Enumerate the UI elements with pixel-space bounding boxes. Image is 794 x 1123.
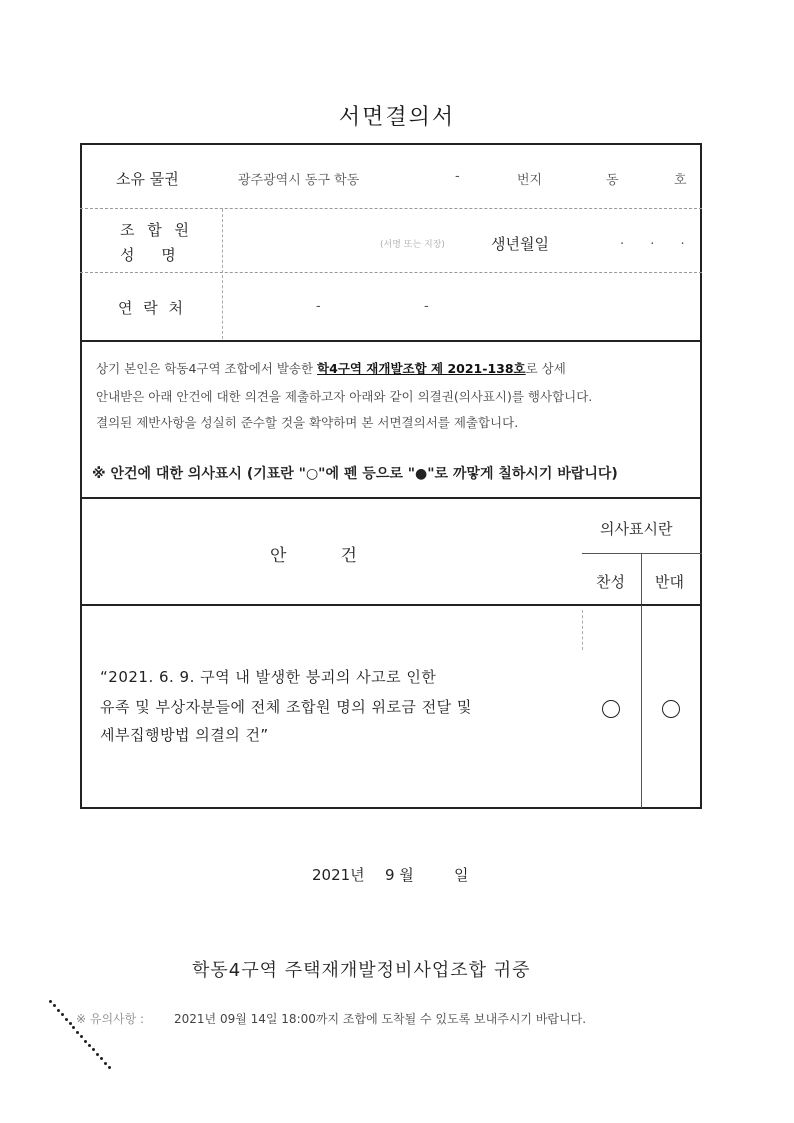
- scan-dot: [53, 1004, 56, 1007]
- member-label-line2: 성 명: [120, 246, 176, 264]
- notice-line-3: 결의된 제반사항을 성실히 준수할 것을 확약하며 본 서면결의서를 제출합니다.: [96, 415, 519, 430]
- birth-date-label: 생년월일: [491, 235, 549, 253]
- scan-dot: [61, 1013, 64, 1016]
- scan-dot: [92, 1048, 95, 1051]
- scan-dot: [104, 1062, 107, 1065]
- notice-line1-suffix: 로 상세: [525, 361, 566, 376]
- row-divider: [80, 340, 702, 342]
- ownership-address: 광주광역시 동구 학동: [238, 173, 360, 188]
- scan-dot: [76, 1031, 79, 1034]
- scan-dot: [65, 1018, 68, 1021]
- notice-line-1: [96, 357, 696, 380]
- date-year: 2021년: [312, 866, 365, 884]
- address-dash: -: [455, 169, 460, 184]
- ownership-label: 소유 물권: [116, 170, 179, 188]
- signature-note: (서명 또는 지장): [380, 240, 445, 250]
- agenda-line-2: 유족 및 부상자분들에 전체 조합원 명의 위로금 전달 및: [100, 698, 472, 716]
- scan-dot: [84, 1040, 87, 1043]
- addressee: 학동4구역 주택재개발정비사업조합 귀중: [192, 960, 531, 981]
- notice-line-2: 안내받은 아래 안건에 대한 의견을 제출하고자 아래와 같이 의결권(의사표시)를 행사합니다.: [96, 389, 593, 404]
- row-divider: [80, 604, 702, 606]
- agenda-line-3: 세부집행방법 의결의 건”: [100, 726, 269, 744]
- scan-dot: [100, 1057, 103, 1060]
- footer-prefix: ※ 유의사항 :: [76, 1012, 145, 1026]
- voting-instruction: ※ 안건에 대한 의사표시 (기표란 "○"에 펜 등으로 "●"로 까맣게 칠하시기 바랍니다): [92, 466, 618, 482]
- oppose-header: 반대: [655, 573, 684, 591]
- contact-dash-1: -: [316, 299, 321, 314]
- approve-header: 찬성: [596, 573, 625, 591]
- scan-dot: [80, 1035, 83, 1038]
- document-reference: 학4구역 재개발조합 제 2021-138호: [317, 361, 526, 376]
- scan-dot: [96, 1053, 99, 1056]
- row-divider: [80, 208, 702, 209]
- agenda-column-divider: [582, 610, 583, 650]
- date-day: 일: [454, 866, 469, 884]
- scan-dot: [108, 1066, 111, 1069]
- ho-label: 호: [674, 173, 687, 188]
- footer-note: 2021년 09월 14일 18:00까지 조합에 도착될 수 있도록 보내주시기 바랍니다.: [174, 1012, 587, 1026]
- date-month: 9 월: [385, 866, 414, 884]
- row-divider: [80, 272, 702, 273]
- scan-dot: [69, 1022, 72, 1025]
- agenda-header: 안 건: [270, 546, 357, 566]
- approve-circle[interactable]: [602, 700, 620, 718]
- scan-dot: [88, 1044, 91, 1047]
- document-title: 서면결의서: [338, 105, 456, 130]
- member-label-line1: 조 합 원: [120, 221, 194, 239]
- oppose-circle[interactable]: [662, 700, 680, 718]
- row-divider: [80, 497, 702, 499]
- vote-header-divider: [582, 553, 702, 554]
- lot-number-label: 번지: [517, 173, 543, 188]
- notice-line1-prefix: 상기 본인은 학동4구역 조합에서 발송한: [96, 361, 318, 376]
- scan-dot: [57, 1009, 60, 1012]
- vote-column-divider: [641, 605, 642, 808]
- contact-dash-2: -: [424, 299, 429, 314]
- vote-header: 의사표시란: [600, 520, 673, 538]
- birth-date-dots: . . .: [620, 233, 685, 248]
- scan-dot: [49, 1000, 52, 1003]
- agenda-line-1: “2021. 6. 9. 구역 내 발생한 붕괴의 사고로 인한: [100, 668, 437, 686]
- dong-label: 동: [606, 173, 619, 188]
- vote-column-divider: [641, 553, 642, 604]
- contact-label: 연 락 처: [118, 299, 187, 317]
- scan-dot: [72, 1026, 75, 1029]
- label-column-divider: [222, 209, 223, 339]
